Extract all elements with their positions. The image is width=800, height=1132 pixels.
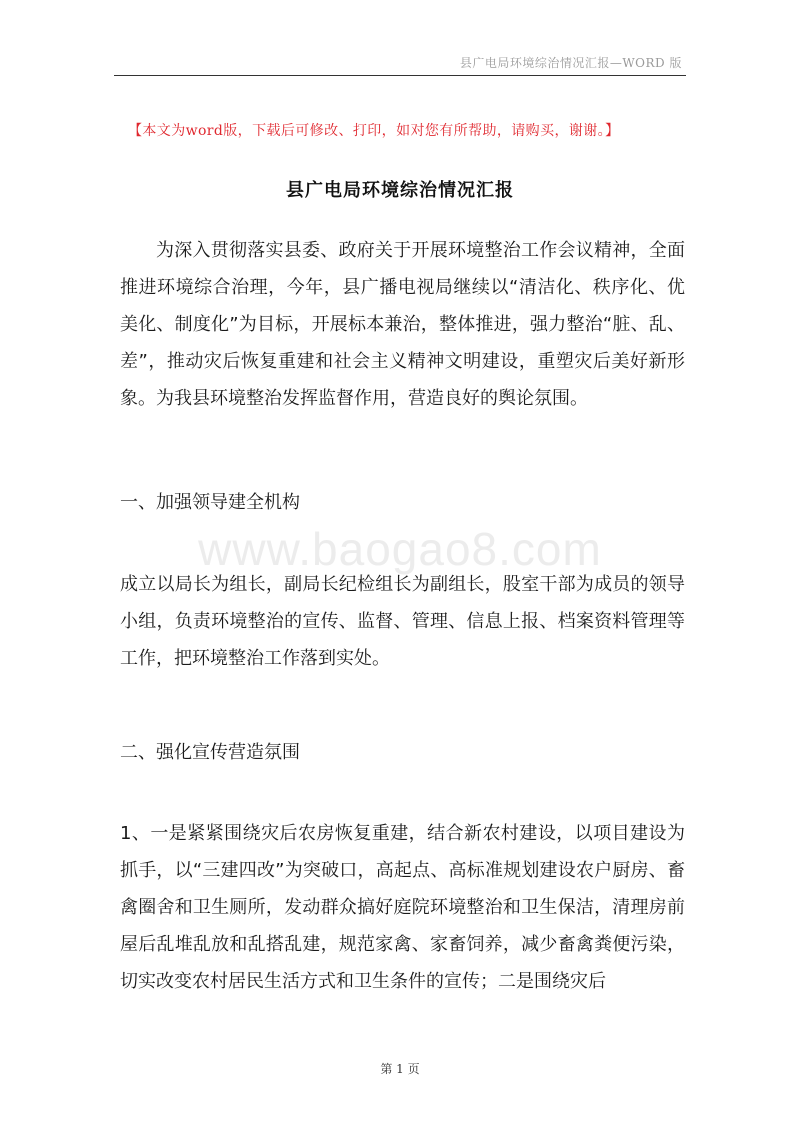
site-watermark: www.baogao8.com	[198, 523, 602, 575]
document-title: 县广电局环境综治情况汇报	[286, 180, 514, 201]
section-2-heading: 二、强化宣传营造氛围	[120, 742, 300, 763]
page-number: 第 1 页	[380, 1062, 420, 1076]
intro-paragraph: 为深入贯彻落实县委、政府关于开展环境整治工作会议精神，全面推进环境综合治理，今年，县广播电视局继续以“清洁化、秩序化、优美化、制度化”为目标，开展标本兼治，整体推进，强力整治“脏、乱、差”，推动灾后恢复重建和社会主义精神文明建设，重塑灾后美好新形象。为我县环境整治发挥监督作用，营造良好的舆论氛围。	[120, 240, 685, 409]
section-1-paragraph: 成立以局长为组长，副局长纪检组长为副组长，股室干部为成员的领导小组，负责环境整治的宣传、监督、管理、信息上报、档案资料管理等工作，把环境整治工作落到实处。	[120, 574, 685, 669]
page-header-title: 县广电局环境综治情况汇报—WORD 版	[459, 56, 682, 70]
header-divider	[114, 75, 686, 76]
section-2-paragraph: 1、一是紧紧围绕灾后农房恢复重建，结合新农村建设，以项目建设为抓手，以“三建四改”为突破口，高起点、高标准规划建设农户厨房、畜禽圈舍和卫生厕所，发动群众搞好庭院环境整治和卫生保洁，清理房前屋后乱堆乱放和乱搭乱建，规范家禽、家畜饲养，减少畜禽粪便污染，切实改变农村居民生活方式和卫生条件的宣传；二是围绕灾后	[120, 823, 685, 992]
purchase-notice: 【本文为word版，下载后可修改、打印，如对您有所帮助，请购买，谢谢。】	[128, 123, 620, 139]
section-1-heading: 一、加强领导建全机构	[120, 492, 300, 513]
